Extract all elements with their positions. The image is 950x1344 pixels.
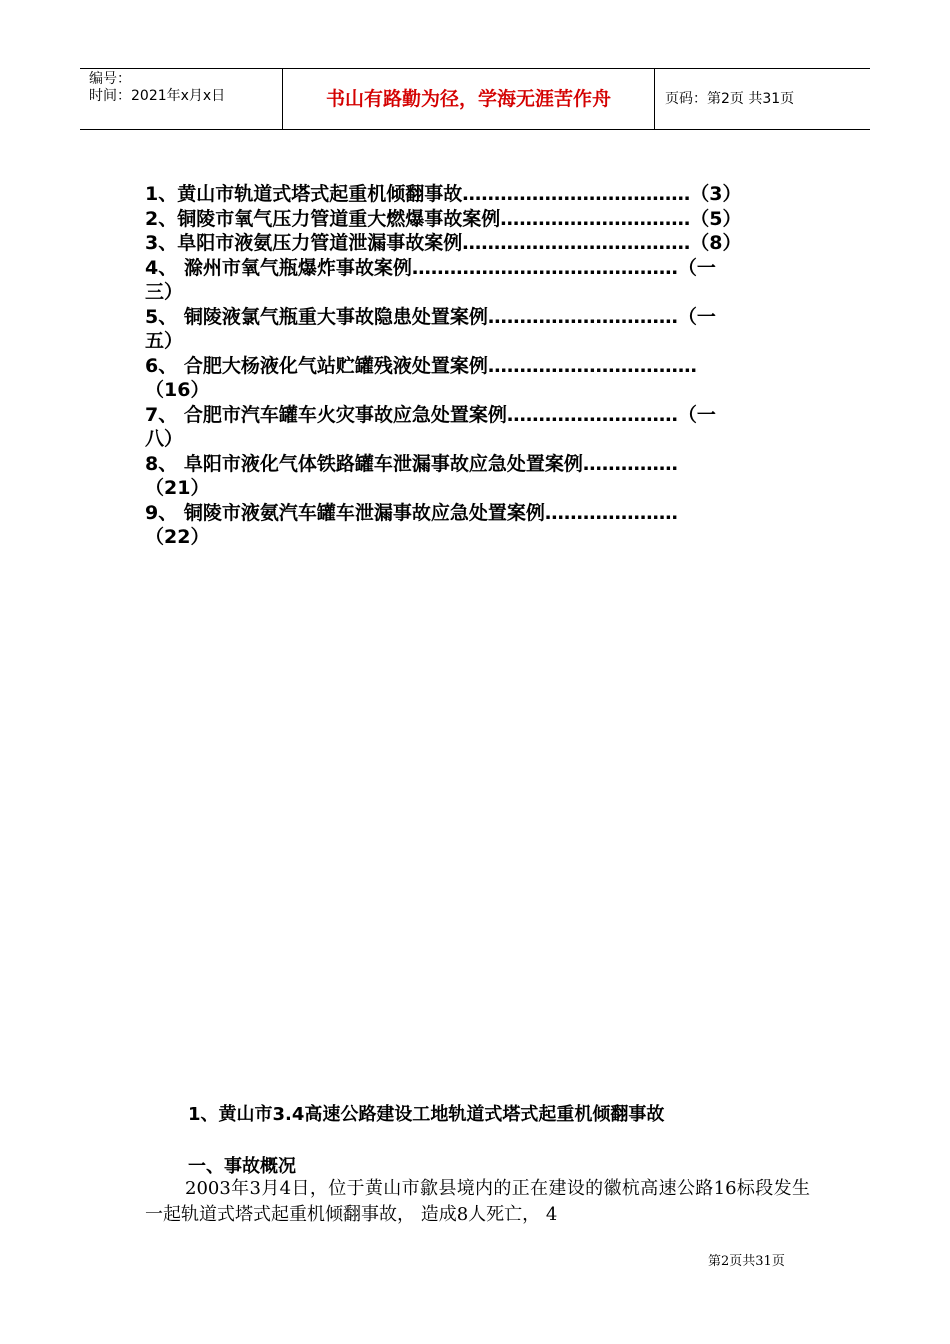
toc-item-page: （16） [145,379,210,401]
header-time-label: 时间：2021年x月x日 [89,88,226,104]
header-page-info: 页码：第2页 共31页 [665,91,795,107]
toc-item-text: 3、阜阳市液氨压力管道泄漏事故案例………………………………（8） [145,232,742,254]
table-of-contents [145,182,810,550]
toc-item-5[interactable] [145,305,810,354]
toc-item-4[interactable] [145,256,810,305]
section-subtitle: 一、事故概况 [188,1156,296,1177]
toc-item-page: （22） [145,526,210,548]
toc-item-text: 1、黄山市轨道式塔式起重机倾翻事故………………………………（3） [145,183,742,205]
toc-item-8[interactable] [145,452,810,501]
toc-item-text: 7、 合肥市汽车罐车火灾事故应急处置案例………………………（一 [145,403,716,426]
header-number-label: 编号： [89,71,131,87]
toc-item-text: 5、 铜陵液氯气瓶重大事故隐患处置案例…………………………（一 [145,305,716,328]
toc-item-9[interactable] [145,501,810,550]
section-title: 1、黄山市3.4高速公路建设工地轨道式塔式起重机倾翻事故 [188,1104,665,1125]
toc-item-page: 五） [145,330,184,352]
toc-item-text: 4、 滁州市氧气瓶爆炸事故案例……………………………………（一 [145,256,716,279]
toc-item-text: 2、铜陵市氧气压力管道重大燃爆事故案例…………………………（5） [145,207,742,230]
header-motto: 书山有路勤为径，学海无涯苦作舟 [282,69,655,129]
toc-item-page: 八） [145,428,184,450]
toc-item-2[interactable] [145,207,810,232]
toc-item-text: 8、 阜阳市液化气体铁路罐车泄漏事故应急处置案例…………… [145,452,678,475]
toc-item-6[interactable] [145,354,810,403]
page-footer: 第2页共31页 [708,1254,785,1269]
toc-item-7[interactable] [145,403,810,452]
toc-item-text: 9、 铜陵市液氨汽车罐车泄漏事故应急处置案例………………… [145,501,678,524]
toc-item-page: （21） [145,477,210,499]
toc-item-text: 6、 合肥大杨液化气站贮罐残液处置案例…………………………… [145,354,697,377]
header-meta [80,69,282,129]
toc-item-3[interactable] [145,231,810,256]
page-header [80,68,870,130]
toc-item-page: 三） [145,281,184,303]
toc-item-1[interactable] [145,182,810,207]
section-paragraph: 2003年3月4日，位于黄山市歙县境内的正在建设的徽杭高速公路16标段发生一起轨道式塔式起重机倾翻事故， 造成8人死亡， 4 [145,1178,810,1225]
